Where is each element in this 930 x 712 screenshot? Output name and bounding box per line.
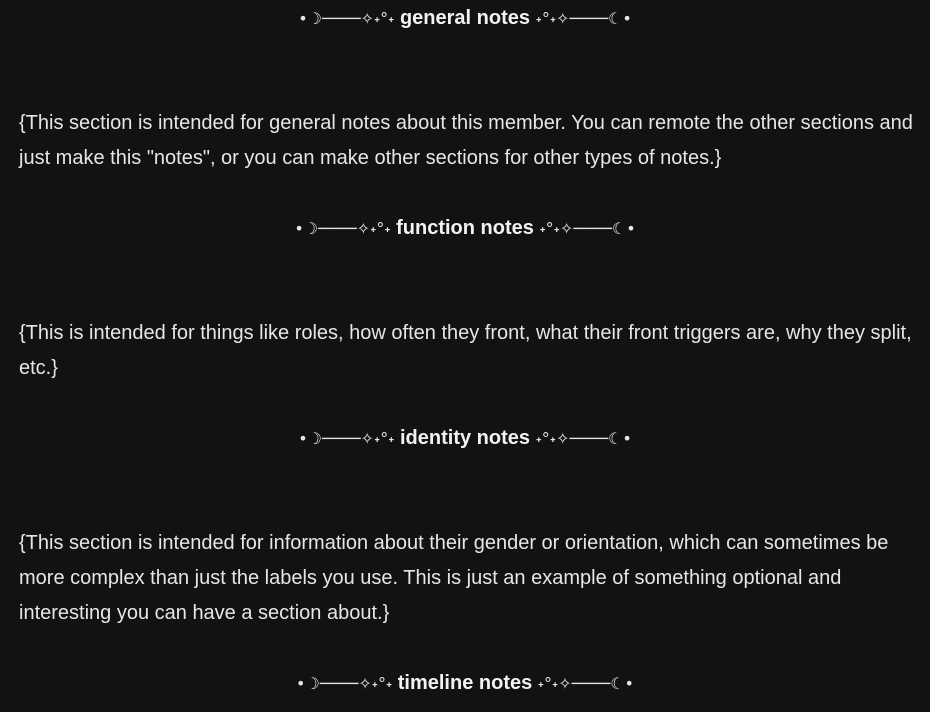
section-heading: [0, 6, 930, 31]
heading-ornament-right: ˖°˖✧────☾•: [535, 429, 632, 448]
section-heading: [0, 216, 930, 241]
section-heading: [0, 426, 930, 451]
heading-ornament-left: •☽────✧˖°˖: [298, 429, 395, 448]
heading-ornament-right: ˖°˖✧────☾•: [535, 9, 632, 28]
heading-ornament-right: ˖°˖✧────☾•: [537, 674, 634, 693]
section-title: function notes: [396, 217, 534, 239]
section-title: identity notes: [399, 427, 530, 449]
heading-ornament-left: •☽────✧˖°˖: [294, 219, 391, 238]
section-title: general notes: [399, 7, 531, 29]
section-heading: [0, 671, 930, 696]
heading-ornament-right: ˖°˖✧────☾•: [539, 219, 636, 238]
heading-ornament-left: •☽────✧˖°˖: [296, 674, 393, 693]
section-body: {This is intended for things like roles, how often they front, what their front triggers are, why they split, etc.}: [19, 322, 912, 379]
section-body: {This section is intended for general notes about this member. You can remote the other sections and just make this "notes", or you can make other sections for other types of notes.}: [19, 112, 913, 169]
heading-ornament-left: •☽────✧˖°˖: [298, 9, 395, 28]
section-body: {This section is intended for information about their gender or orientation, which can sometimes be more complex than just the labels you use. This is just an example of something optional and interesting you can have a section about.}: [19, 532, 889, 624]
section-title: timeline notes: [397, 672, 533, 694]
